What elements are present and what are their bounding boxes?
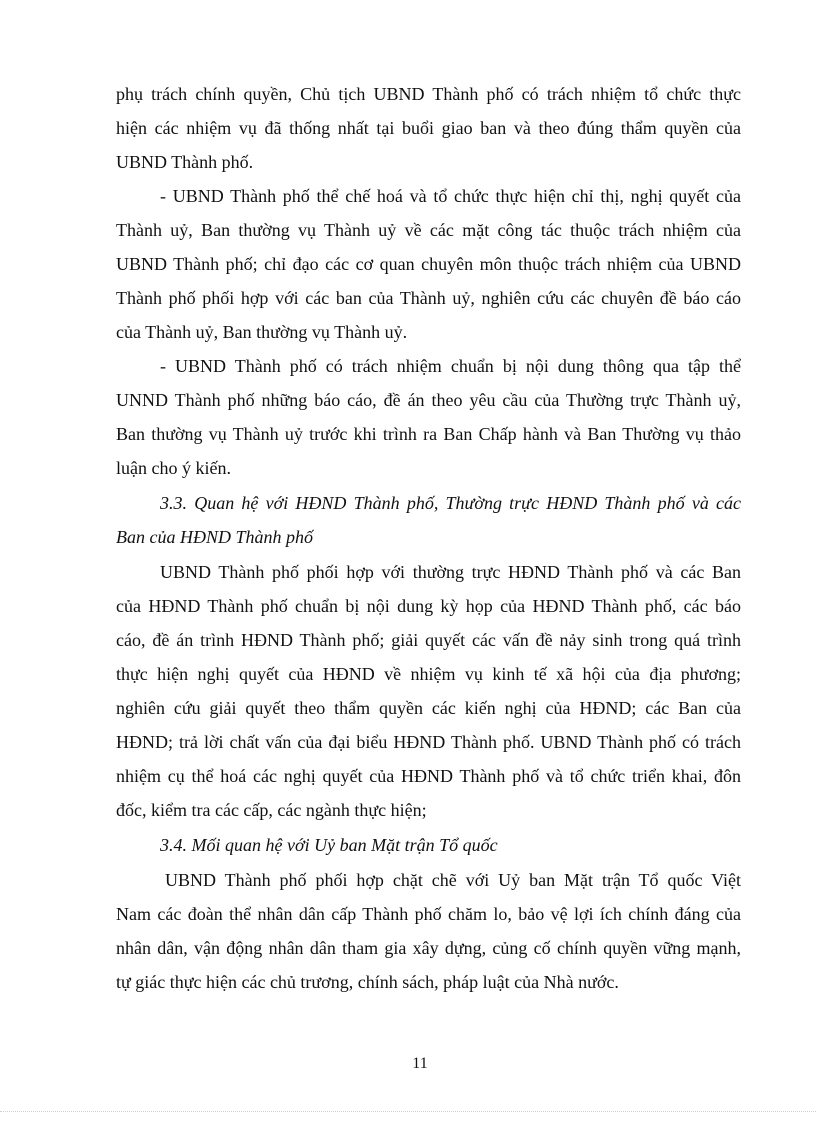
text-line: luận cho ý kiến. — [116, 458, 231, 478]
text-line: Thành phố phối hợp với các ban của Thành uỷ, nghiên cứu các chuyên đề báo cáo — [116, 288, 741, 308]
text-line: UBND Thành phố phối hợp với thường trực HĐND Thành phố và các Ban — [160, 562, 741, 582]
section-heading: Ban của HĐND Thành phố — [116, 527, 313, 547]
text-line: Nam các đoàn thể nhân dân cấp Thành phố chăm lo, bảo vệ lợi ích chính đáng của — [116, 904, 741, 924]
text-line: nghiên cứu giải quyết theo thẩm quyền các kiến nghị của HĐND; các Ban của — [116, 698, 741, 718]
text-line: nhân dân, vận động nhân dân tham gia xây dựng, củng cố chính quyền vững mạnh, — [116, 938, 741, 958]
section-heading: 3.4. Mối quan hệ với Uỷ ban Mặt trận Tổ quốc — [160, 835, 498, 855]
text-line: Ban thường vụ Thành uỷ trước khi trình ra Ban Chấp hành và Ban Thường vụ thảo — [116, 424, 741, 444]
text-line: cáo, đề án trình HĐND Thành phố; giải quyết các vấn đề nảy sinh trong quá trình — [116, 630, 741, 650]
page-bottom-divider — [0, 1111, 816, 1112]
text-line: tự giác thực hiện các chủ trương, chính sách, pháp luật của Nhà nước. — [116, 972, 619, 992]
page-number: 11 — [412, 1055, 428, 1072]
text-line: thực hiện nghị quyết của HĐND về nhiệm vụ kinh tế xã hội của địa phương; — [116, 664, 741, 684]
text-line: UNND Thành phố những báo cáo, đề án theo yêu cầu của Thường trực Thành uỷ, — [116, 390, 741, 410]
text-line: UBND Thành phố phối hợp chặt chẽ với Uỷ ban Mặt trận Tổ quốc Việt — [165, 870, 741, 890]
text-line: UBND Thành phố. — [116, 152, 254, 172]
text-line: của Thành uỷ, Ban thường vụ Thành uỷ. — [116, 322, 408, 342]
text-line: - UBND Thành phố có trách nhiệm chuẩn bị nội dung thông qua tập thể — [160, 356, 741, 376]
section-heading: 3.3. Quan hệ với HĐND Thành phố, Thường trực HĐND Thành phố và các — [160, 493, 741, 513]
text-line: nhiệm cụ thể hoá các nghị quyết của HĐND Thành phố và tổ chức triển khai, đôn — [116, 766, 741, 786]
text-line: của HĐND Thành phố chuẩn bị nội dung kỳ họp của HĐND Thành phố, các báo — [116, 596, 741, 616]
text-line: hiện các nhiệm vụ đã thống nhất tại buổi giao ban và theo đúng thẩm quyền của — [116, 118, 741, 138]
text-line: Thành uỷ, Ban thường vụ Thành uỷ về các mặt công tác thuộc trách nhiệm của — [116, 220, 741, 240]
text-line: đốc, kiểm tra các cấp, các ngành thực hiện; — [116, 800, 427, 820]
text-line: - UBND Thành phố thể chế hoá và tổ chức thực hiện chỉ thị, nghị quyết của — [160, 186, 741, 206]
text-line: phụ trách chính quyền, Chủ tịch UBND Thành phố có trách nhiệm tổ chức thực — [116, 84, 741, 104]
text-line: UBND Thành phố; chỉ đạo các cơ quan chuyên môn thuộc trách nhiệm của UBND — [116, 254, 741, 274]
text-line: HĐND; trả lời chất vấn của đại biểu HĐND Thành phố. UBND Thành phố có trách — [116, 732, 741, 752]
